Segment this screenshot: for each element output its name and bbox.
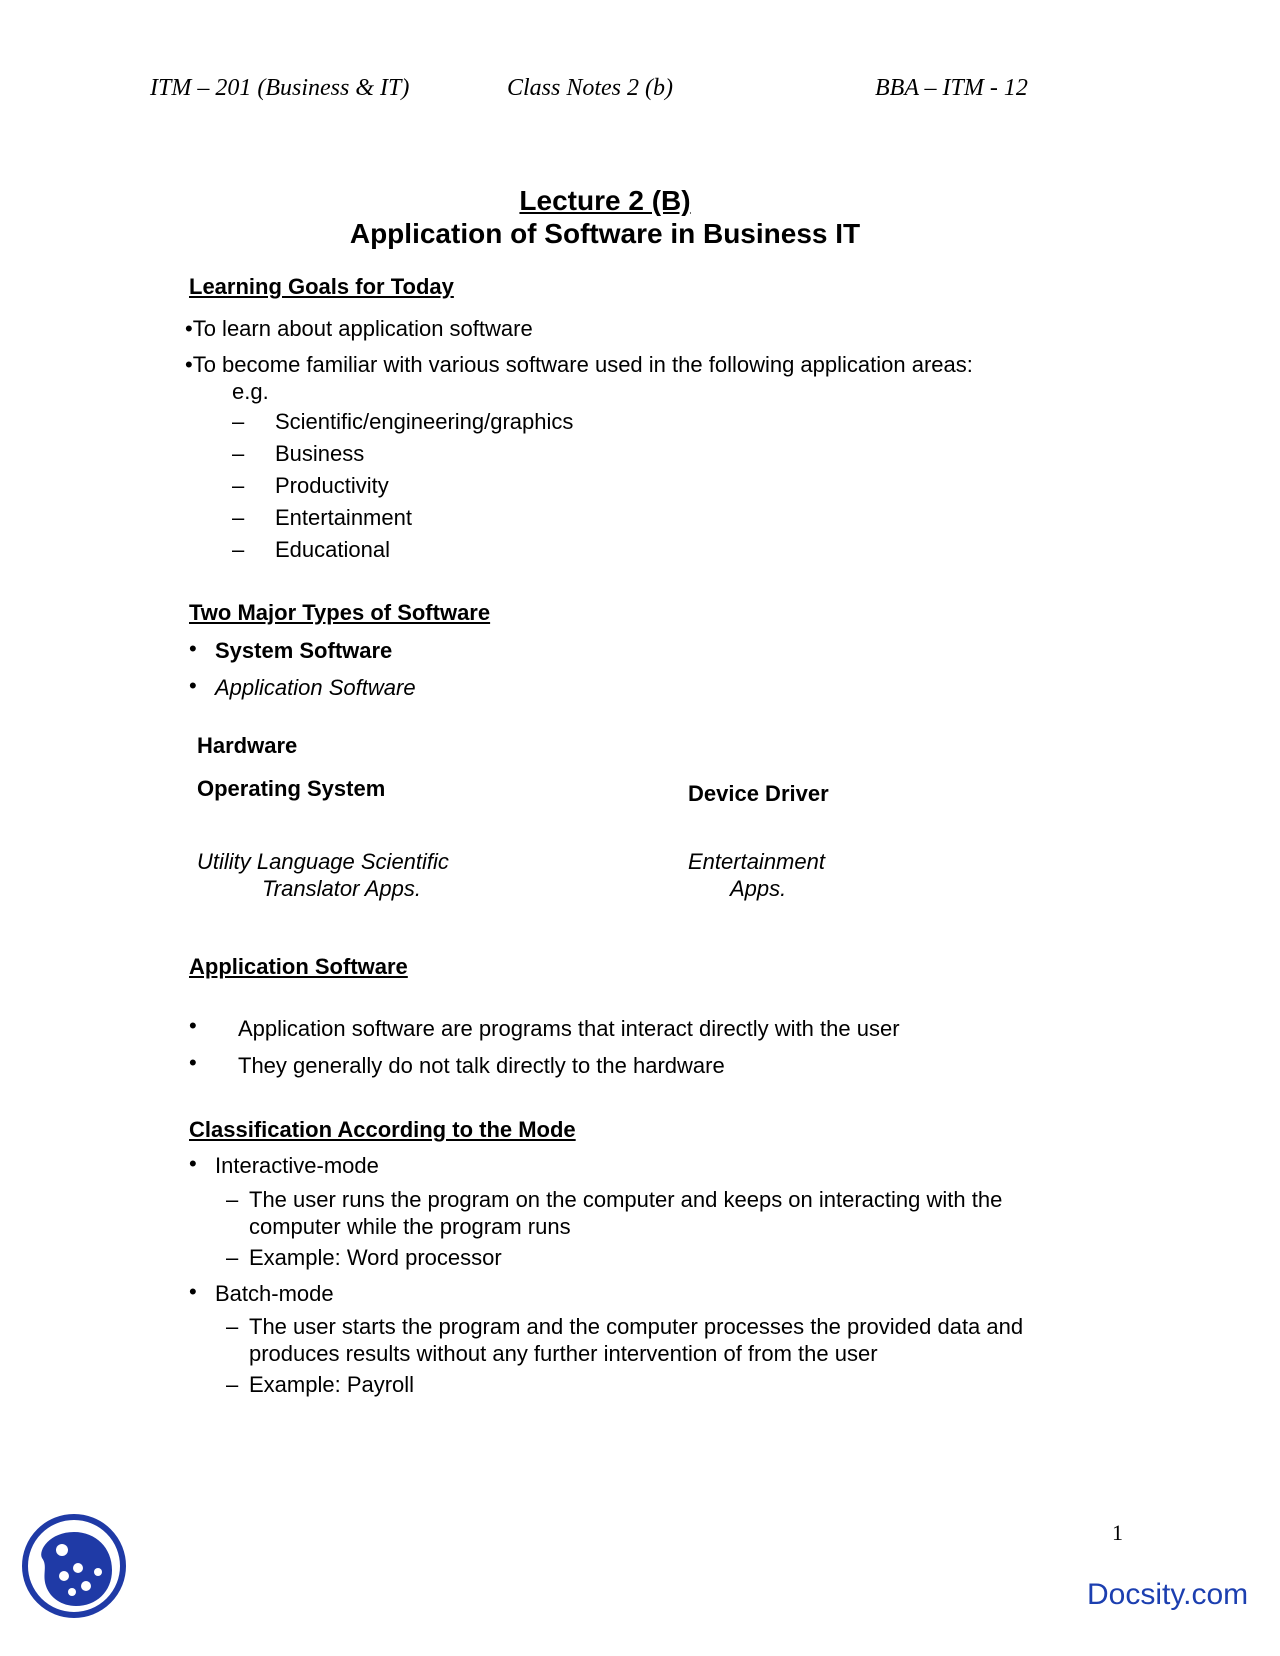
- goal-bullet-1: •To learn about application software: [185, 316, 533, 341]
- diagram-operating-system: Operating System: [197, 776, 386, 801]
- area-dash: –: [232, 473, 245, 498]
- interactive-mode: Interactive-mode: [215, 1153, 379, 1178]
- header-notes: Class Notes 2 (b): [507, 75, 674, 101]
- area-dash: –: [232, 441, 245, 466]
- area-item: Entertainment: [275, 505, 412, 530]
- system-software: System Software: [215, 638, 393, 663]
- diagram-device-driver: Device Driver: [688, 781, 829, 806]
- diagram-right-line1: Entertainment: [688, 849, 825, 874]
- interactive-example: Example: Word processor: [249, 1245, 502, 1270]
- area-item: Business: [275, 441, 365, 466]
- area-dash: –: [232, 537, 245, 562]
- eg-label: e.g.: [232, 379, 269, 404]
- app-software-item-1: Application software are programs that interact directly with the user: [238, 1016, 900, 1041]
- goal-text-1: To learn about application software: [192, 316, 533, 341]
- header-course: ITM – 201 (Business & IT): [150, 75, 410, 101]
- area-dash: –: [232, 409, 245, 434]
- interactive-detail-2: computer while the program runs: [249, 1214, 571, 1239]
- area-item: Productivity: [275, 473, 389, 498]
- batch-detail-1: The user starts the program and the computer processes the provided data and: [249, 1314, 1024, 1339]
- batch-detail-2: produces results without any further intervention of from the user: [249, 1341, 878, 1366]
- sub-dash: –: [226, 1187, 239, 1212]
- bullet: •: [189, 1050, 197, 1075]
- lecture-subtitle: Application of Software in Business IT: [349, 218, 861, 249]
- batch-example: Example: Payroll: [249, 1372, 415, 1397]
- bullet: •: [189, 1151, 197, 1176]
- diagram-left-line2: Translator Apps.: [262, 876, 421, 901]
- sub-dash: –: [226, 1372, 239, 1397]
- bullet: •: [189, 673, 197, 698]
- app-software-heading: Application Software: [189, 954, 408, 979]
- interactive-detail-1: The user runs the program on the computer and keeps on interacting with the: [249, 1187, 1003, 1212]
- header-program: BBA – ITM - 12: [875, 75, 1028, 101]
- page-number: 1: [1112, 1520, 1123, 1545]
- diagram-right-line2: Apps.: [730, 876, 787, 901]
- goal-text-2: To become familiar with various software used in the following application areas:: [192, 352, 973, 377]
- classification-heading: Classification According to the Mode: [189, 1117, 576, 1142]
- bullet: •: [189, 1279, 197, 1304]
- docsity-logo-icon: [22, 1514, 126, 1618]
- diagram-hardware: Hardware: [197, 733, 298, 758]
- area-item: Educational: [275, 537, 390, 562]
- learning-goals-heading: Learning Goals for Today: [189, 274, 454, 299]
- docsity-watermark[interactable]: Docsity.com: [1087, 1578, 1249, 1611]
- application-software: Application Software: [215, 675, 416, 700]
- batch-mode: Batch-mode: [215, 1281, 334, 1306]
- diagram-left-line1: Utility Language Scientific: [197, 849, 449, 874]
- bullet: •: [189, 636, 197, 661]
- sub-dash: –: [226, 1314, 239, 1339]
- area-dash: –: [232, 505, 245, 530]
- app-software-item-2: They generally do not talk directly to the hardware: [238, 1053, 725, 1078]
- goal-bullet-2: •To become familiar with various software used in the following application areas:: [185, 352, 973, 377]
- bullet: •: [189, 1013, 197, 1038]
- lecture-title: Lecture 2 (B): [519, 185, 691, 216]
- types-heading: Two Major Types of Software: [189, 600, 491, 625]
- sub-dash: –: [226, 1245, 239, 1270]
- area-item: Scientific/engineering/graphics: [275, 409, 574, 434]
